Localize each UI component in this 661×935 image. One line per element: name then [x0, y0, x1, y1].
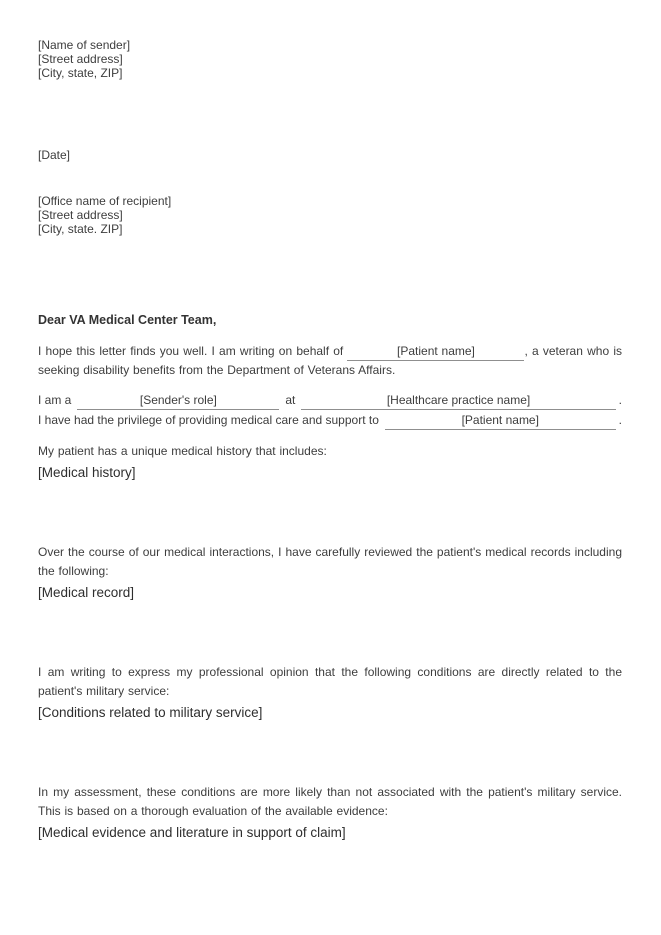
medical-history-lead: My patient has a unique medical history that includes: — [38, 444, 327, 458]
sender-city-state-zip: [City, state, ZIP] — [38, 66, 123, 80]
intro-paragraph — [38, 342, 622, 380]
sender-address-block — [38, 38, 622, 80]
medical-history-placeholder: [Medical history] — [38, 465, 136, 480]
section-medical-record — [38, 543, 622, 601]
section-conditions — [38, 663, 622, 721]
care-line — [38, 410, 622, 430]
conditions-lead: I am writing to express my professional opinion that the following conditions are directly related to the patient's military service: — [38, 665, 622, 698]
role-line — [38, 390, 622, 410]
role-text-2: at — [285, 393, 296, 407]
sender-name: [Name of sender] — [38, 38, 131, 52]
recipient-address-block — [38, 194, 622, 236]
medical-record-placeholder: [Medical record] — [38, 585, 135, 600]
evidence-lead: In my assessment, these conditions are more likely than not associated with the patient's military service. This is based on a thorough evaluation of the available evidence: — [38, 785, 622, 818]
intro-text-after: , a veteran who is seeking disability benefits from the Department of Veterans Affairs. — [38, 344, 622, 377]
recipient-office: [Office name of recipient] — [38, 194, 172, 208]
role-text-1: I am a — [38, 393, 72, 407]
intro-text-before: I hope this letter finds you well. I am writing on behalf of — [38, 344, 348, 358]
date-line: [Date] — [38, 148, 71, 162]
patient-name-blank-2: [Patient name] — [385, 413, 616, 430]
evidence-placeholder: [Medical evidence and literature in support of claim] — [38, 825, 346, 840]
role-line-period: . — [618, 393, 622, 407]
role-paragraph — [38, 390, 622, 430]
medical-record-lead: Over the course of our medical interactions, I have carefully reviewed the patient's medical records including the following: — [38, 545, 622, 578]
salutation: Dear VA Medical Center Team, — [38, 313, 217, 327]
section-evidence — [38, 783, 622, 841]
sender-role-blank: [Sender's role] — [77, 393, 279, 410]
recipient-street: [Street address] — [38, 208, 123, 222]
conditions-placeholder: [Conditions related to military service] — [38, 705, 263, 720]
practice-name-blank: [Healthcare practice name] — [301, 393, 615, 410]
patient-name-blank: [Patient name] — [347, 344, 524, 361]
sender-street: [Street address] — [38, 52, 123, 66]
recipient-city-state-zip: [City, state. ZIP] — [38, 222, 123, 236]
care-line-period: . — [618, 413, 622, 427]
care-text: I have had the privilege of providing medical care and support to — [38, 413, 379, 427]
section-medical-history — [38, 442, 622, 481]
